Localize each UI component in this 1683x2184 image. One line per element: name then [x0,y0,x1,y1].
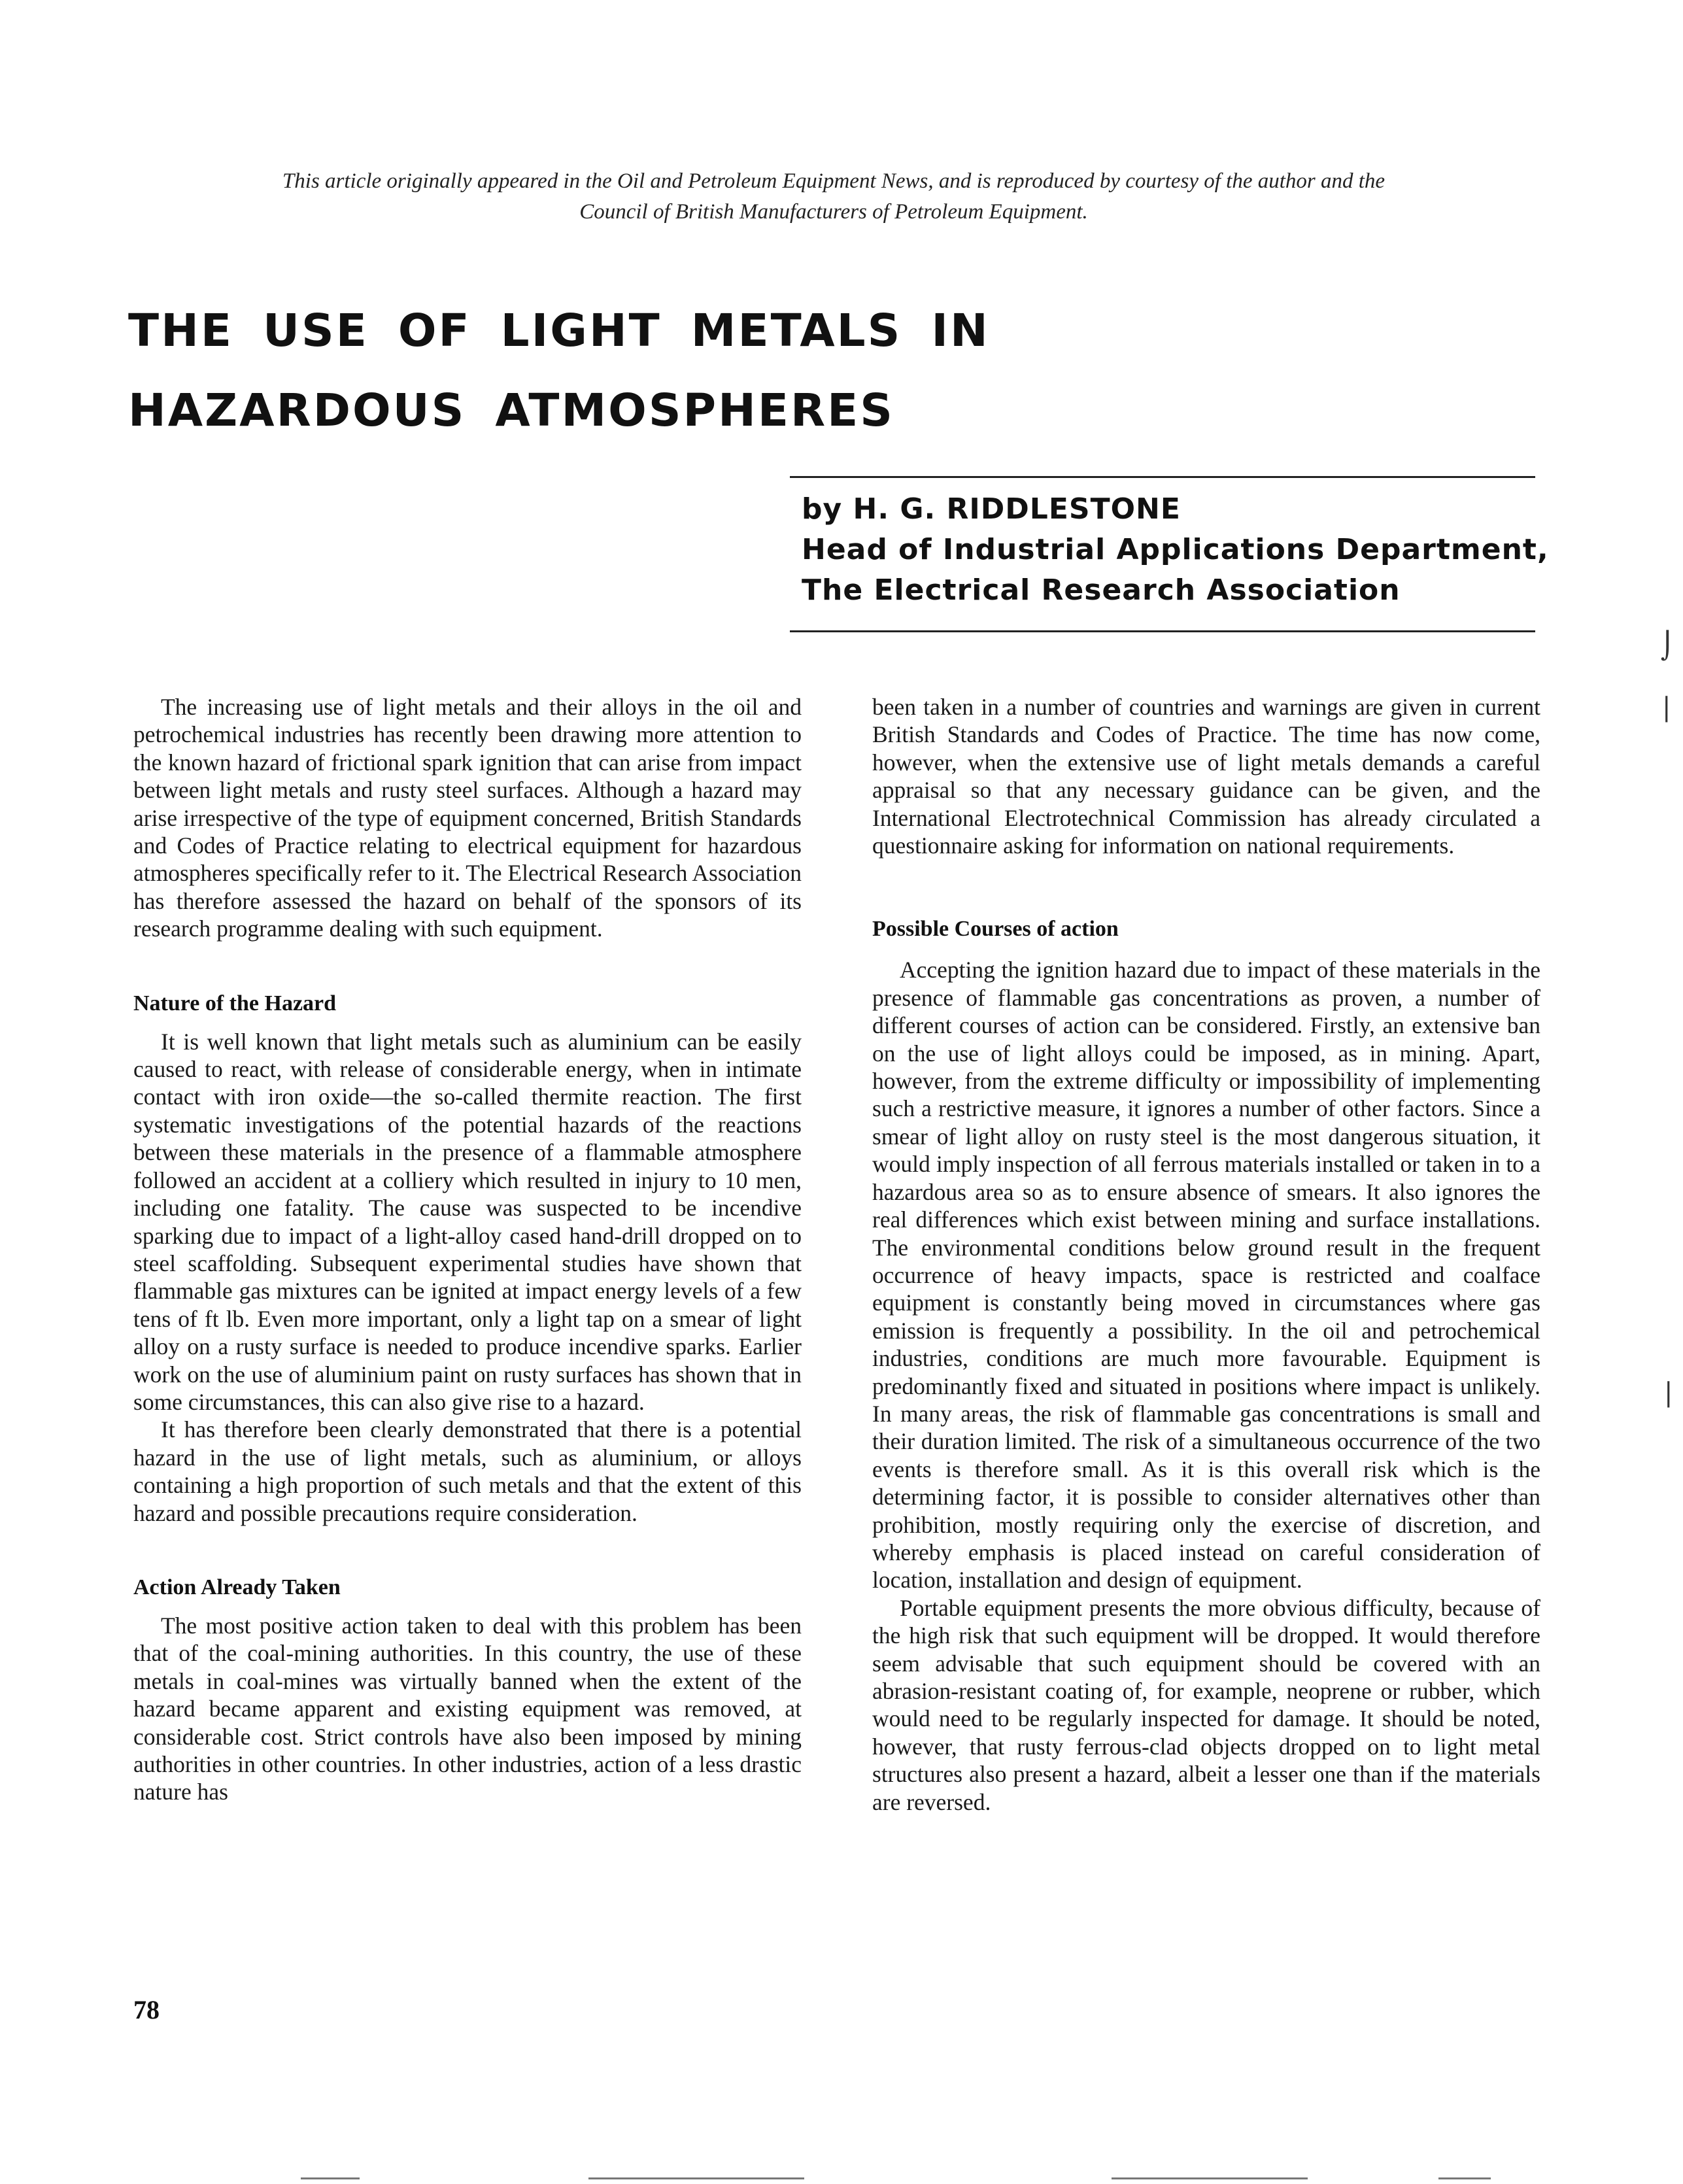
nature-paragraph-2: It has therefore been clearly demonstrated that there is a potential hazard in the use of light metals, such as aluminium, or alloys containing a high proportion of such metals and that the extent of this hazard and possible precautions require consideration. [133,1416,802,1526]
intro-paragraph: The increasing use of light metals and their alloys in the oil and petrochemical industries has recently been drawing more attention to the known hazard of frictional spark ignition that can arise from impact between light metals and rusty steel surfaces. Although a hazard may arise irrespective of the type of equipment concerned, British Standards and Codes of Practice relating to electrical equipment for hazardous atmospheres specifically refer to it. The Electrical Research Association has therefore assessed the hazard on behalf of the sponsors of its research programme dealing with such equipment. [133,694,802,942]
section-heading-nature-of-hazard: Nature of the Hazard [133,991,337,1015]
section-heading-action-already-taken: Action Already Taken [133,1575,341,1599]
scan-mark-2: | [1662,692,1671,723]
scan-edge-bar-1 [301,2177,360,2179]
byline [802,489,1549,611]
source-note [98,166,1569,228]
action-paragraph-1: The most positive action taken to deal with this problem has been that of the coal-mining authorities. In this country, the use of these metals in coal-mines was virtually banned when the extent of the hazard became apparent and existing equipment was removed, at considerable cost. Strict controls have also been imposed by mining authorities in other countries. In other industries, action of a less drastic nature has [133,1612,802,1805]
left-column [133,693,802,1806]
section-heading-possible-courses: Possible Courses of action [872,917,1119,942]
scan-mark-1: ⌡ [1661,631,1674,661]
source-note-line-2: Council of British Manufacturers of Petroleum Equipment. [579,200,1088,224]
byline-top-rule [790,476,1535,478]
scan-edge-bar-2 [588,2177,804,2179]
continued-paragraph: been taken in a number of countries and warnings are given in current British Standards and Codes of Practice. The time has now come, however, when the extensive use of light metals demands a careful appraisal so that any necessary guidance can be given, and the International Electrotechnical Commission has already circulated a questionnaire asking for information on national requirements. [872,694,1540,859]
byline-bottom-rule [790,630,1535,632]
article-title-line-1: THE USE OF LIGHT METALS IN [128,305,990,357]
nature-paragraph-1: It is well known that light metals such as aluminium can be easily caused to react, with release of considerable energy, when in intimate contact with iron oxide—the so-called thermite reaction. The first systematic investigations of the potential hazards of the reactions between these materials in the presence of a flammable atmosphere followed an accident at a colliery which resulted in injury to 10 men, including one fatality. The cause was suspected to be incendive sparking due to impact of a light-alloy cased hand-drill dropped on to steel scaffolding. Subsequent experimental studies have shown that flammable gas mixtures can be ignited at impact energy levels of a few tens of ft lb. Even more important, only a light tap on a smear of light alloy on a rusty surface is needed to produce incendive sparks. Earlier work on the use of aluminium paint on rusty surfaces has shown that in some circumstances, this can also give rise to a hazard. [133,1028,802,1415]
article-title [128,291,1501,451]
author-position: Head of Industrial Applications Department, [802,533,1549,566]
courses-paragraph-2: Portable equipment presents the more obvious difficulty, because of the high risk that such equipment will be dropped. It would therefore seem advisable that such equipment should be covered with an abrasion-resistant coating of, for example, neoprene or rubber, which would need to be regularly inspected for damage. It should be noted, however, that rusty ferrous-clad objects dropped on to light metal structures also present a hazard, albeit a lesser one than if the materials are reversed. [872,1594,1540,1815]
page-number: 78 [133,1995,160,2024]
scan-mark-3: | [1664,1378,1673,1408]
author-organization: The Electrical Research Association [802,573,1401,607]
courses-paragraph-1: Accepting the ignition hazard due to impact of these materials in the presence of flammable gas concentrations as proven, a number of different courses of action can be considered. Firstly, an extensive ban on the use of light alloys could be imposed, as in mining. Apart, however, from the extreme difficulty or impossibility of implementing such a restrictive measure, it ignores a number of other factors. Since a smear of light alloy on rusty steel is the most dangerous situation, it would imply inspection of all ferrous materials installed or taken in to a hazardous area so as to ensure absence of smears. It also ignores the real differences which exist between mining and surface installations. The environmental conditions below ground result in the frequent occurrence of heavy impacts, space is restricted and coalface equipment is constantly being moved in circumstances where gas emission is frequently a possibility. In the oil and petrochemical industries, conditions are much more favourable. Equipment is predominantly fixed and situated in positions where impact is unlikely. In many areas, the risk of flammable gas concentrations is small and their duration limited. The risk of a simultaneous occurrence of the two events is therefore small. As it is this overall risk which is the determining factor, it is possible to consider alternatives other than prohibition, mostly requiring only the exercise of discretion, and whereby emphasis is placed instead on careful consideration of location, installation and design of equipment. [872,957,1540,1594]
article-title-line-2: HAZARDOUS ATMOSPHERES [128,384,894,437]
author-name: by H. G. RIDDLESTONE [802,492,1181,526]
scan-edge-bar-4 [1438,2177,1491,2179]
scan-edge-bar-3 [1112,2177,1308,2179]
source-note-line-1: This article originally appeared in the Oil and Petroleum Equipment News, and is reproduced by courtesy of the author and the [282,169,1386,193]
right-column [872,693,1540,1816]
